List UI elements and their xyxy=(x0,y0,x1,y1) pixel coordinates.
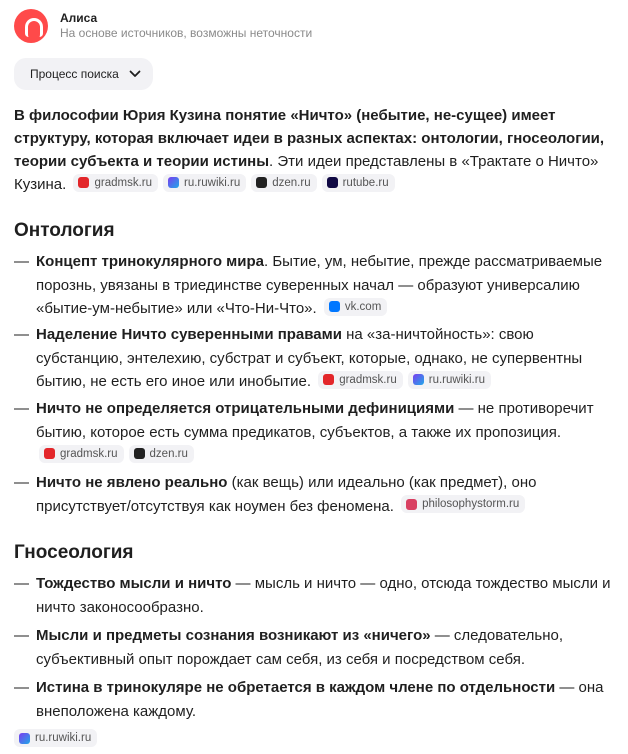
section-title-gnoseology: Гносеология xyxy=(14,542,134,563)
assistant-name: Алиса xyxy=(60,11,98,25)
item-text: на «за-ничтойность»: свою субстанцию, энтелехию, субстрат и субъект, которые, однако, не супервентны бытию, не есть его иное или инобытие. xyxy=(36,326,583,390)
dzen-icon xyxy=(256,177,267,188)
list-dash: — xyxy=(14,326,29,343)
list-item xyxy=(14,397,618,468)
list-dash: — xyxy=(14,474,29,491)
source-chip-ruwiki[interactable]: ru.ruwiki.ru xyxy=(14,729,97,747)
item-bold-text: Наделение Ничто суверенными правами xyxy=(36,326,342,343)
philosophystorm-icon xyxy=(406,499,417,510)
source-chip-gradmsk[interactable]: gradmsk.ru xyxy=(318,371,403,389)
chevron-down-icon xyxy=(129,70,141,78)
ruwiki-icon xyxy=(413,374,424,385)
ruwiki-icon xyxy=(168,177,179,188)
item-bold-text: Мысли и предметы сознания возникают из «ничего» xyxy=(36,627,431,644)
source-chip-gradmsk[interactable]: gradmsk.ru xyxy=(39,445,124,463)
source-chip-dzen[interactable]: dzen.ru xyxy=(129,445,194,463)
list-dash: — xyxy=(14,627,29,644)
list-item xyxy=(14,250,618,321)
item-text: — следовательно, субъективный опыт порождает сам себя, из себя и посредством себя. xyxy=(36,627,563,668)
intro-paragraph xyxy=(14,104,614,196)
list-dash: — xyxy=(14,253,29,270)
item-bold-text: Ничто не явлено реально xyxy=(36,474,228,491)
section-title-ontology: Онтология xyxy=(14,220,115,241)
source-chip-ruwiki[interactable]: ru.ruwiki.ru xyxy=(163,174,246,192)
list-item xyxy=(14,572,618,619)
list-item xyxy=(14,624,618,671)
list-dash: — xyxy=(14,400,29,417)
search-process-label: Процесс поиска xyxy=(30,67,119,81)
alice-logo-icon xyxy=(14,9,48,43)
source-chip-philosophystorm[interactable]: philosophystorm.ru xyxy=(401,495,525,513)
source-chip-ruwiki[interactable]: ru.ruwiki.ru xyxy=(408,371,491,389)
gradmsk-icon xyxy=(44,448,55,459)
source-chip-rutube[interactable]: rutube.ru xyxy=(322,174,395,192)
item-bold-text: Ничто не определяется отрицательными дефинициями xyxy=(36,400,455,417)
source-chip-vk[interactable]: vk.com xyxy=(324,298,387,316)
item-text: . Бытие, ум, небытие, прежде рассматриваемые порознь, увязаны в триединстве суверенных начал — образуют универсалию «бытие-ум-небытие» или «Что-Ни-Что». xyxy=(36,253,603,317)
assistant-header xyxy=(14,8,312,44)
search-process-button[interactable] xyxy=(14,58,153,90)
list-item xyxy=(14,323,618,394)
intro-text: . Эти идеи представлены в «Трактате о Ничто» Кузина. xyxy=(14,153,599,193)
gradmsk-icon xyxy=(323,374,334,385)
item-text: — она внеположена каждому. xyxy=(36,679,604,720)
dzen-icon xyxy=(134,448,145,459)
ruwiki-icon xyxy=(19,733,30,744)
item-text: (как вещь) или идеально (как предмет), оно присутствует/отсутствуя как ноумен без феномена. xyxy=(36,474,537,515)
item-text: — не противоречит бытию, которое есть сумма предикатов, субъектов, а также их пропозиция. xyxy=(36,400,594,441)
list-dash: — xyxy=(14,679,29,696)
item-bold-text: Концепт тринокулярного мира xyxy=(36,253,264,270)
list-item xyxy=(14,471,618,518)
item-bold-text: Истина в тринокуляре не обретается в каждом члене по отдельности xyxy=(36,679,556,696)
vk-icon xyxy=(329,301,340,312)
source-chip-dzen[interactable]: dzen.ru xyxy=(251,174,316,192)
assistant-disclaimer: На основе источников, возможны неточности xyxy=(60,26,313,40)
source-chip-gradmsk[interactable]: gradmsk.ru xyxy=(73,174,158,192)
list-dash: — xyxy=(14,575,29,592)
intro-bold-text: В философии Юрия Кузина понятие «Ничто» (небытие, не-сущее) имеет структуру, которая включает идеи в разных аспектах: онтологии, гносеологии, теории субъекта и теории истины xyxy=(14,107,605,170)
item-text: — мысль и ничто — одно, отсюда тождество мысли и ничто законосообразно. xyxy=(36,575,611,616)
item-bold-text: Тождество мысли и ничто xyxy=(36,575,232,592)
section-sources xyxy=(11,729,99,750)
rutube-icon xyxy=(327,177,338,188)
gradmsk-icon xyxy=(78,177,89,188)
list-item xyxy=(14,676,618,723)
